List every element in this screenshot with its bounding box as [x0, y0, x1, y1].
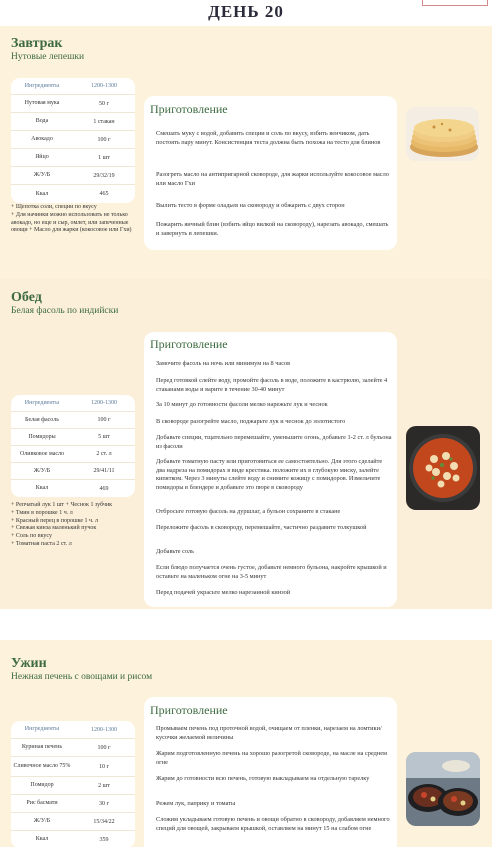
meal-title: Обед	[11, 290, 42, 305]
ingredients-table	[11, 721, 135, 847]
table-row: Ж/У/Б 29/41/11	[11, 463, 135, 480]
table-row: Яйцо 1 шт	[11, 149, 135, 167]
table-row: Помидор 2 шт	[11, 777, 135, 795]
preparation-step: Вылить тесто в форме оладьев на сковороду и обжарить с двух сторон	[156, 202, 345, 209]
day-title: ДЕНЬ 20	[208, 2, 284, 21]
preparation-step: В сковороде разогрейте масло, поджарьте лук и чеснок до золотистого	[156, 418, 346, 425]
extra-ingredients-notes	[11, 204, 141, 235]
preparation-step: Перед подачей украсьте мелко нарезанной кинзой	[156, 589, 291, 596]
preparation-title: Приготовление	[150, 337, 228, 351]
dish-title: Белая фасоль по индийски	[11, 306, 119, 316]
preparation-step: Смешать муку с водой, добавить специи и соль по вкусу, взбить венчиком, дать постоять пару минут. Консистенция теста должна быть похожа на тесто для блинов	[156, 130, 381, 146]
table-row: Ж/У/Б 15/34/22	[11, 813, 135, 831]
preparation-step: Разогреть масло на антипригарной сковороде, для жарки используйте кокосовое масло или масло Гхи	[156, 171, 389, 187]
preparation-step: Отбросьте готовую фасоль на дуршлаг, а бульон сохраните в стакане	[156, 508, 341, 515]
table-row: Ж/У/Б 29/32/19	[11, 167, 135, 185]
note-line: + Репчатый лук 1 шт + Чеснок 1 зубчик	[11, 502, 113, 508]
flatbread-photo	[406, 107, 479, 161]
table-row: Белая фасоль 100 г	[11, 412, 135, 429]
note-line: + Томатная паста 2 ст. л	[11, 540, 72, 547]
preparation-step: За 10 минут до готовности фасоли мелко нарежьте лук и чеснок	[156, 401, 328, 408]
ingredients-table	[11, 78, 135, 203]
preparation-step: Перед готовкой слейте воду, промойте фасоль в воде, положите в кастрюлю, залейте 4 стаканами воды и варите в течение 30-40 минут	[156, 377, 388, 393]
table-row: Авокадо 100 г	[11, 131, 135, 149]
preparation-step: Если блюдо получается очень густое, добавьте немного бульона, накройте крышкой и оставьте на маленьком огне на 3-5 минут	[156, 564, 387, 580]
note-line: + Для начинки можно использовать не только авокадо, но еще и сыр, омлет, или запеченные овощи + Масло для жарки (кокосовое или Гхи)	[11, 211, 132, 234]
preparation-step: Добавьте томатную пасту или приготовиться ее самостоятельно. Для этого сделайте два надреза на помидорах в виде крестика. положите их в глубокую миску, залейте кипятком. Через 3 минуты слейте воду и снимите кожицу с помидоров. Измельчите помидоры в блендере и добавьте это пюре в сковороду	[156, 458, 383, 491]
liver-plates-photo	[406, 752, 480, 826]
dish-title: Нутовые лепешки	[11, 52, 85, 62]
preparation-step: Добавьте соль	[156, 548, 195, 555]
note-line: + Свежая кинза маленький пучок	[11, 525, 97, 532]
table-row: Ингредиенты 1200-1300	[11, 721, 135, 739]
table-row: Оливковое масло 2 ст. л	[11, 446, 135, 463]
table-row: Рис басмати 30 г	[11, 795, 135, 813]
preparation-step: Замочите фасоль на ночь или минимум на 8 часов	[156, 360, 291, 367]
preparation-step: Жарим подготовленную печень на хорошо разогретой сковороде, на масле на среднем огне	[156, 750, 388, 766]
preparation-step: Сложим укладываем готовую печень и овощи обратно в сковороду, добавляем немного специй для овощей, закрываем крышкой, оставляем на минут 15 на слабом огне	[156, 816, 390, 832]
preparation-title: Приготовление	[150, 102, 228, 116]
preparation-step: Жарим до готовности всю печень, готовую выкладываем на отдельную тарелку	[156, 775, 370, 782]
meal-title: Завтрак	[11, 36, 63, 51]
table-row: Ккал 469	[35, 485, 109, 492]
table-row: Ккал 359	[35, 836, 109, 843]
preparation-step: Добавьте специи, тщательно перемешайте, уменьшите огонь, добавьте 1-2 ст. л бульона из фасоли	[156, 434, 392, 450]
table-row: Ингредиенты 1200-1300	[11, 78, 135, 95]
meal-title: Ужин	[11, 656, 47, 671]
table-row: Ингредиенты 1200-1300	[11, 395, 135, 412]
preparation-step: Режем лук, паприку и томаты	[156, 800, 236, 807]
beans-pan-photo	[406, 426, 480, 510]
extra-ingredients-notes	[11, 502, 141, 549]
table-row: Помидоры 5 шт	[11, 429, 135, 446]
preparation-title: Приготовление	[150, 703, 228, 717]
note-line: + Щепотка соли, специи по вкусу	[11, 204, 97, 210]
note-line: + Красный перец в порошке 1 ч. л	[11, 517, 99, 524]
ingredients-table	[11, 395, 135, 497]
dish-title: Нежная печень с овощами и рисом	[11, 672, 153, 682]
table-row: Вода 1 стакан	[11, 113, 135, 131]
preparation-step: Переложите фасоль в сковороду, перемешайте, частично раздавите толкушкой	[156, 524, 367, 531]
note-line: + Соль по вкусу	[11, 533, 52, 540]
section-divider	[0, 609, 492, 640]
note-line: + Тмин в порошке 1 ч. л	[11, 509, 73, 516]
preparation-step: Промываем печень под проточной водой, очищаем от пленки, нарезаем на ломтики/кусочки желаемой величины	[156, 725, 382, 741]
table-row: Куриная печень 100 г	[11, 739, 135, 757]
table-row: Нутовая мука 50 г	[11, 95, 135, 113]
table-row: Ккал 465	[35, 190, 109, 197]
preparation-step: Пожарить яичный блин (взбить яйцо вилкой на сковороду), нарезать авокадо, смешать и завернуть в лепешки.	[156, 221, 389, 237]
table-row: Сливочное масло 75% 10 г	[11, 757, 135, 777]
